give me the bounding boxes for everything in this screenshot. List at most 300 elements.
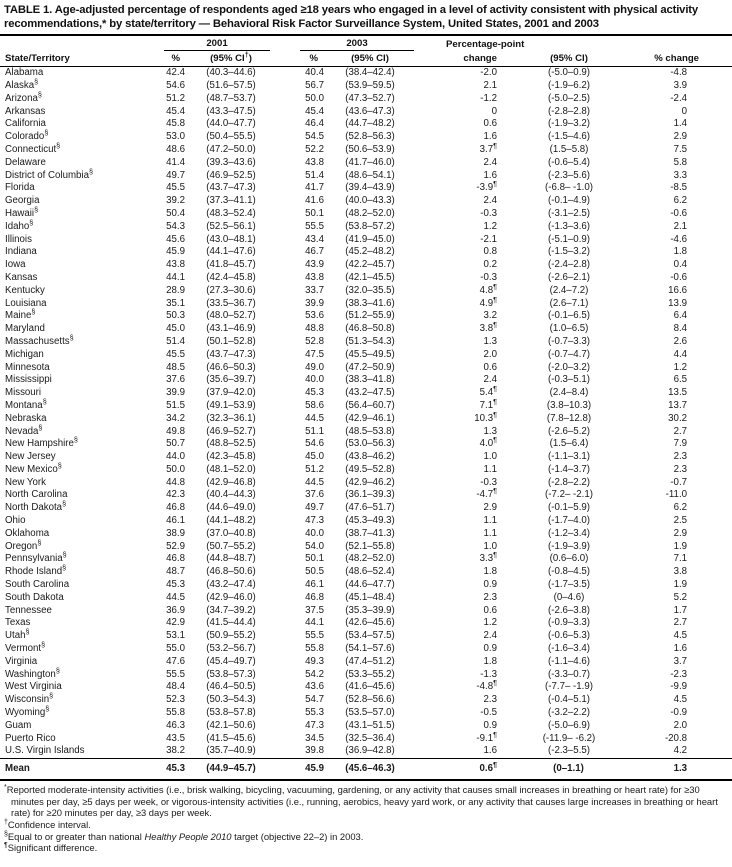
cell-ci-change: (-0.4–5.1) — [548, 694, 590, 706]
table-row — [0, 221, 732, 234]
cell-pct-2001: 42.9 — [166, 617, 185, 629]
cell-ci-2001: (42.4–45.8) — [206, 271, 256, 283]
cell-ci-2001: (44.1–47.6) — [206, 246, 256, 258]
cell-ci-2003: (48.6–52.4) — [345, 566, 395, 578]
cell-pct-2001: 45.0 — [166, 323, 185, 335]
table-row — [0, 451, 732, 464]
cell-ci-2003: (41.9–45.0) — [345, 233, 395, 245]
col-group-2001 — [158, 35, 274, 53]
section-footnote-marker: § — [88, 166, 93, 176]
cell-ci-change: (7.8–12.8) — [546, 412, 592, 424]
cell-pct-2003: 54.6 — [305, 438, 324, 450]
table-body — [0, 67, 732, 759]
cell-state: Utah§ — [5, 627, 30, 642]
cell-ci-2003: (38.7–41.3) — [345, 527, 395, 539]
cell-ci-change: (-2.6–3.8) — [548, 604, 590, 616]
cell-pct-2001: 50.0 — [166, 463, 185, 475]
cell-pct-2003: 50.5 — [305, 566, 324, 578]
cell-ci-2001: (46.9–52.5) — [206, 169, 256, 181]
cell-ci-2001: (43.3–47.5) — [206, 105, 256, 117]
cell-change: 1.3 — [483, 335, 497, 347]
table-header — [0, 35, 732, 67]
cell-ci-2003: (53.3–55.2) — [345, 668, 395, 680]
cell-ci-2003: (41.7–46.0) — [345, 156, 395, 168]
cell-state: Florida — [5, 182, 35, 194]
cell-pct-change: 2.5 — [673, 515, 688, 527]
section-footnote-marker: § — [49, 691, 54, 700]
cell-change: 1.8 — [483, 566, 497, 578]
table-row — [0, 157, 732, 170]
cell-ci-change: (-0.7–3.3) — [548, 335, 590, 347]
cell-state: Minnesota — [5, 361, 50, 373]
cell-state: District of Columbia§ — [5, 166, 93, 181]
cell-ci-2003: (45.2–48.2) — [345, 246, 395, 258]
table-row — [0, 298, 732, 311]
cell-change: 3.8¶ — [479, 319, 497, 335]
cell-pct-2003: 56.7 — [305, 79, 324, 91]
cell-ci-2003: (48.2–52.0) — [345, 553, 395, 565]
col-group-2001-label: 2001 — [164, 36, 270, 51]
cell-ci-2003: (51.2–55.9) — [345, 310, 395, 322]
cell-ci-2003: (53.5–57.0) — [345, 707, 395, 719]
col-header-pct-change: % change — [654, 53, 700, 65]
mean-row — [0, 759, 732, 781]
col-header-state: State/Territory — [5, 53, 70, 65]
pilcrow-footnote-marker: ¶ — [4, 842, 8, 850]
cell-pct-change: -4.8 — [670, 67, 688, 79]
table-row — [0, 707, 732, 720]
cell-pct-2001: 39.2 — [166, 195, 185, 207]
cell-ci-2003: (42.9–46.2) — [345, 476, 395, 488]
cell-change: 1.1 — [483, 515, 497, 527]
cell-state: Wyoming§ — [5, 703, 50, 719]
cell-ci-2001: (51.6–57.5) — [206, 79, 256, 91]
cell-change: 2.3 — [483, 591, 497, 603]
mean-ci-2003: (45.6–46.3) — [326, 759, 414, 781]
cell-pct-2003: 46.1 — [305, 579, 324, 591]
cell-ci-2003: (43.1–51.5) — [345, 719, 395, 731]
cell-pct-2001: 48.7 — [166, 566, 185, 578]
dagger-footnote-marker: † — [4, 818, 8, 826]
cell-state: South Carolina — [5, 579, 70, 591]
cell-state: Kentucky — [5, 284, 45, 296]
footnote-activities: *Reported moderate-intensity activities (i.e., brisk walking, bicycling, vacuuming, gardening, or any activity that causes small increases in breathing or heart rate) for ≥30 minutes per day, ≥5 days per week, or vigorous-intensity activities (i.e., running, aerobics, heavy yard work, or any activity that causes large increases in breathing or heart rate) for ≥20 minutes per day, ≥3 days per week. — [4, 784, 718, 819]
cell-change: 0.9 — [483, 719, 497, 731]
cell-state: New York — [5, 476, 46, 488]
cell-pct-2003: 58.6 — [305, 399, 324, 411]
table-row — [0, 630, 732, 643]
table-row — [0, 566, 732, 579]
cell-pct-2003: 40.4 — [305, 67, 324, 79]
cell-pct-change: 2.0 — [673, 719, 688, 731]
cell-pct-2003: 40.0 — [305, 374, 324, 386]
cell-pct-2003: 37.5 — [305, 604, 324, 616]
cell-change: -2.0 — [480, 67, 497, 79]
section-footnote-marker: § — [31, 307, 36, 317]
cell-change: 4.8¶ — [479, 281, 497, 296]
cell-pct-2001: 41.4 — [166, 156, 185, 168]
cell-state: Mississippi — [5, 374, 52, 386]
cell-ci-2001: (48.7–53.7) — [206, 92, 256, 104]
table-row — [0, 246, 732, 259]
cell-pct-2001: 44.1 — [166, 271, 185, 283]
cell-ci-2001: (41.8–45.7) — [206, 259, 256, 271]
cell-change: 0 — [491, 105, 497, 117]
cell-ci-change: (-2.3–5.6) — [548, 169, 590, 181]
cell-ci-change: (-1.9–3.9) — [548, 540, 590, 552]
cell-change: 1.6 — [483, 131, 497, 143]
significant-difference-marker: ¶ — [493, 383, 497, 393]
cell-pct-2003: 43.6 — [305, 681, 324, 693]
cell-state: U.S. Virgin Islands — [5, 745, 85, 757]
table-row — [0, 438, 732, 451]
cell-ci-2001: (43.7–47.3) — [206, 182, 256, 194]
section-footnote-marker: § — [34, 76, 39, 86]
cell-pct-2001: 44.8 — [166, 476, 185, 488]
cell-pct-change: 0.4 — [673, 259, 688, 271]
cell-pct-2003: 50.0 — [305, 92, 324, 104]
cell-ci-change: (-0.7–4.7) — [548, 348, 590, 360]
cell-pct-change: 3.7 — [673, 655, 688, 667]
cell-pct-change: 2.7 — [673, 617, 688, 629]
cell-pct-2003: 51.2 — [305, 463, 324, 475]
cell-pct-2003: 40.0 — [305, 527, 324, 539]
cell-ci-2003: (38.3–41.8) — [345, 374, 395, 386]
table-row — [0, 694, 732, 707]
cell-ci-change: (0–4.6) — [553, 591, 585, 603]
cell-pct-change: 5.2 — [673, 591, 688, 603]
cell-state: Maine§ — [5, 307, 36, 322]
cell-ci-change: (-2.0–3.2) — [548, 361, 590, 373]
cell-pct-2003: 46.4 — [305, 118, 324, 130]
cell-pct-change: 13.9 — [668, 297, 688, 309]
cell-ci-2001: (50.4–55.5) — [206, 131, 256, 143]
table-row — [0, 669, 732, 682]
cell-state: Rhode Island§ — [5, 563, 67, 578]
cell-pct-2001: 43.5 — [166, 732, 185, 744]
cell-ci-change: (-0.6–5.3) — [548, 630, 590, 642]
cell-pct-2003: 33.7 — [305, 284, 324, 296]
table-row — [0, 234, 732, 247]
table-row — [0, 477, 732, 490]
cell-pct-change: -9.9 — [670, 681, 688, 693]
table-row — [0, 720, 732, 733]
cell-ci-change: (-1.9–3.2) — [548, 118, 590, 130]
cell-ci-2001: (48.8–52.5) — [206, 438, 256, 450]
table-row — [0, 592, 732, 605]
cell-pct-2003: 48.8 — [305, 323, 324, 335]
table-row — [0, 681, 732, 694]
table-footer — [0, 759, 732, 781]
cell-ci-change: (-1.5–3.2) — [548, 246, 590, 258]
cell-change: 0.9 — [483, 579, 497, 591]
cell-pct-2001: 48.5 — [166, 361, 185, 373]
cell-change: -2.1 — [480, 233, 497, 245]
table-row — [0, 387, 732, 400]
healthy-people-2010-italic: Healthy People 2010 — [144, 830, 232, 842]
cell-state: Maryland — [5, 323, 45, 335]
table-row — [0, 426, 732, 439]
cell-pct-2003: 55.8 — [305, 643, 324, 655]
significant-difference-marker: ¶ — [493, 729, 497, 739]
cell-ci-2003: (41.6–45.6) — [345, 681, 395, 693]
cell-pct-change: 1.6 — [673, 643, 688, 655]
cell-ci-2003: (42.2–45.7) — [345, 259, 395, 271]
cell-pct-2003: 47.3 — [305, 515, 324, 527]
cell-pct-2001: 54.6 — [166, 79, 185, 91]
table-row — [0, 182, 732, 195]
cell-change: 0.9 — [483, 643, 497, 655]
cell-ci-change: (-1.5–4.6) — [548, 131, 590, 143]
cell-ci-change: (-2.6–5.2) — [548, 425, 590, 437]
cell-state: Ohio — [5, 515, 26, 527]
cell-state: Alabama — [5, 67, 44, 79]
cell-pct-2003: 43.8 — [305, 156, 324, 168]
cell-pct-2001: 38.2 — [166, 745, 185, 757]
cell-pct-2001: 42.3 — [166, 489, 185, 501]
ci-2001-label: (95% CI — [210, 53, 245, 65]
cell-change: 1.3 — [483, 425, 497, 437]
cell-ci-2001: (53.2–56.7) — [206, 643, 256, 655]
cell-pct-2001: 45.4 — [166, 105, 185, 117]
table-row — [0, 643, 732, 656]
cell-ci-2003: (52.8–56.6) — [345, 694, 395, 706]
cell-pct-change: -20.8 — [664, 732, 688, 744]
cell-state: West Virginia — [5, 681, 62, 693]
significant-difference-marker: ¶ — [493, 550, 497, 560]
cell-pct-change: 6.5 — [673, 374, 688, 386]
cell-change: 1.0 — [483, 451, 497, 463]
cell-pct-2001: 51.2 — [166, 92, 185, 104]
cell-ci-change: (3.8–10.3) — [546, 399, 592, 411]
cell-pct-2001: 52.9 — [166, 540, 185, 552]
cell-state: Nebraska — [5, 412, 47, 424]
cell-change: 2.1 — [483, 79, 497, 91]
mean-pct-change: 1.3 — [630, 759, 732, 781]
cell-ci-2003: (46.8–50.8) — [345, 323, 395, 335]
cell-ci-change: (-1.1–3.1) — [548, 451, 590, 463]
table-row — [0, 528, 732, 541]
significant-difference-marker: ¶ — [493, 281, 497, 291]
cell-pct-change: 4.5 — [673, 694, 688, 706]
col-header-pct-2003: % — [309, 53, 318, 65]
cell-ci-change: (0.6–6.0) — [549, 553, 589, 565]
cell-pct-2003: 39.8 — [305, 745, 324, 757]
cell-pct-2001: 35.1 — [166, 297, 185, 309]
cell-pct-2001: 46.1 — [166, 515, 185, 527]
cell-ci-2001: (53.8–57.3) — [206, 668, 256, 680]
cell-ci-2001: (48.1–52.0) — [206, 463, 256, 475]
cell-pct-2001: 55.8 — [166, 707, 185, 719]
cell-state: Pennsylvania§ — [5, 550, 67, 565]
cell-ci-2003: (36.9–42.8) — [345, 745, 395, 757]
cell-ci-2003: (52.8–56.3) — [345, 131, 395, 143]
cell-pct-change: 7.1 — [673, 553, 688, 565]
cell-pct-change: 8.4 — [673, 323, 688, 335]
cell-ci-2001: (42.9–46.0) — [206, 591, 256, 603]
cell-pct-2003: 47.5 — [305, 348, 324, 360]
mean-change: 0.6¶ — [414, 759, 500, 781]
cell-pct-2003: 44.5 — [305, 412, 324, 424]
cell-pct-2001: 38.9 — [166, 527, 185, 539]
section-footnote-marker: § — [45, 703, 50, 713]
cell-change: -0.5 — [480, 707, 497, 719]
cell-ci-change: (-2.4–2.8) — [548, 259, 590, 271]
table-row — [0, 336, 732, 349]
cell-state: Massachusetts§ — [5, 332, 74, 347]
cell-change: 3.7¶ — [479, 140, 497, 155]
cell-change: 0.6 — [483, 118, 497, 130]
cell-state: Alaska§ — [5, 76, 39, 91]
cell-pct-change: -2.3 — [670, 668, 688, 680]
cell-pct-2001: 53.0 — [166, 131, 185, 143]
cell-state: South Dakota — [5, 591, 64, 603]
mean-ci-2001: (44.9–45.7) — [188, 759, 274, 781]
cell-ci-2003: (38.4–42.4) — [345, 67, 395, 79]
table-row — [0, 285, 732, 298]
cell-ci-2001: (46.4–50.5) — [206, 681, 256, 693]
cell-ci-change: (-1.1–4.6) — [548, 655, 590, 667]
header-row-groups — [0, 35, 732, 53]
significant-difference-marker: ¶ — [493, 294, 497, 304]
cell-ci-change: (-0.1–4.9) — [548, 195, 590, 207]
cell-pct-change: 1.4 — [673, 118, 688, 130]
cell-ci-change: (-1.7–4.0) — [548, 515, 590, 527]
cell-pct-change: 13.5 — [668, 387, 688, 399]
cell-change: 1.2 — [483, 617, 497, 629]
cell-pct-2001: 39.9 — [166, 387, 185, 399]
cell-ci-2003: (48.6–54.1) — [345, 169, 395, 181]
cell-ci-2001: (42.1–50.6) — [206, 719, 256, 731]
cell-ci-2001: (50.3–54.3) — [206, 694, 256, 706]
cell-pct-change: 3.3 — [673, 169, 688, 181]
cell-change: 4.9¶ — [479, 294, 497, 309]
cell-pct-2001: 42.4 — [166, 67, 185, 79]
cell-change: 0.8 — [483, 246, 497, 258]
asterisk-footnote-marker: * — [4, 784, 7, 792]
cell-pct-change: 4.5 — [673, 630, 688, 642]
cell-pct-2001: 37.6 — [166, 374, 185, 386]
cell-ci-2001: (37.3–41.1) — [206, 195, 256, 207]
cell-pct-change: 5.8 — [673, 156, 688, 168]
cell-pct-2003: 51.4 — [305, 169, 324, 181]
cell-pct-2003: 37.6 — [305, 489, 324, 501]
table-row — [0, 553, 732, 566]
cell-change: 1.6 — [483, 745, 497, 757]
table-row — [0, 118, 732, 131]
cell-change: 2.4 — [483, 630, 497, 642]
cell-ci-2001: (32.3–36.1) — [206, 412, 256, 424]
cell-ci-2003: (36.1–39.3) — [345, 489, 395, 501]
cell-ci-2003: (32.0–35.5) — [345, 284, 395, 296]
cell-pct-2003: 34.5 — [305, 732, 324, 744]
cell-pct-2003: 50.1 — [305, 207, 324, 219]
cell-pct-change: 1.2 — [673, 361, 688, 373]
cell-pct-2001: 34.2 — [166, 412, 185, 424]
section-footnote-marker: § — [42, 396, 47, 406]
cell-change: -4.7¶ — [476, 486, 497, 501]
cell-state: Montana§ — [5, 396, 47, 411]
cell-pct-change: 2.3 — [673, 451, 688, 463]
cell-ci-change: (-1.2–3.4) — [548, 527, 590, 539]
cell-pct-change: 2.1 — [673, 220, 688, 232]
table-row — [0, 310, 732, 323]
cell-pct-2001: 48.6 — [166, 143, 185, 155]
cell-ci-change: (1.0–6.5) — [549, 323, 589, 335]
cell-pct-change: -0.6 — [670, 207, 688, 219]
cell-ci-2003: (44.7–48.2) — [345, 118, 395, 130]
section-footnote-marker: § — [62, 550, 67, 560]
cell-pct-2001: 51.4 — [166, 335, 185, 347]
cell-ci-change: (-7.2– -2.1) — [545, 489, 593, 501]
footnote-significant-difference: ¶Significant difference. — [4, 842, 98, 854]
cell-pct-2003: 51.1 — [305, 425, 324, 437]
cell-pct-2001: 51.5 — [166, 399, 185, 411]
cell-pct-2003: 45.0 — [305, 451, 324, 463]
cell-pct-2003: 43.8 — [305, 271, 324, 283]
cell-change: 1.8 — [483, 655, 497, 667]
footnote-healthy-people-target: §Equal to or greater than national Healthy People 2010 target (objective 22–2) in 2003. — [4, 830, 364, 842]
cell-ci-2003: (54.1–57.6) — [345, 643, 395, 655]
cell-pct-2003: 55.5 — [305, 630, 324, 642]
significant-difference-marker: ¶ — [493, 179, 497, 189]
cell-pct-2003: 44.1 — [305, 617, 324, 629]
cell-change: 2.0 — [483, 348, 497, 360]
table-row — [0, 195, 732, 208]
cell-state: North Carolina — [5, 489, 68, 501]
table-row — [0, 93, 732, 106]
cell-ci-change: (-0.3–5.1) — [548, 374, 590, 386]
cell-ci-2001: (43.0–48.1) — [206, 233, 256, 245]
footnote-confidence-interval: †Confidence interval. — [4, 818, 91, 830]
cell-state: Arizona§ — [5, 89, 42, 104]
cell-change: 2.4 — [483, 374, 497, 386]
cell-pct-2003: 46.7 — [305, 246, 324, 258]
cell-change: 3.2 — [483, 310, 497, 322]
cell-pct-change: 7.9 — [673, 438, 688, 450]
cell-pct-2003: 43.4 — [305, 233, 324, 245]
cell-pct-2001: 46.3 — [166, 719, 185, 731]
cell-change: 5.4¶ — [479, 383, 497, 399]
section-footnote-marker: § — [73, 435, 78, 445]
cell-pct-change: 0 — [681, 105, 688, 117]
cell-pct-change: -4.6 — [670, 233, 688, 245]
table-row — [0, 362, 732, 375]
cell-change: 1.0 — [483, 540, 497, 552]
cell-change: -9.1¶ — [476, 729, 497, 744]
cell-ci-change: (1.5–5.8) — [549, 143, 589, 155]
cell-pct-2003: 44.5 — [305, 476, 324, 488]
cell-state: Hawaii§ — [5, 204, 39, 219]
cell-ci-change: (-1.6–3.4) — [548, 643, 590, 655]
cell-state: Washington§ — [5, 665, 60, 680]
section-footnote-marker: § — [29, 217, 34, 227]
cell-pct-change: 16.6 — [668, 284, 688, 296]
col-group-2003 — [274, 35, 414, 53]
cell-ci-2001: (52.5–56.1) — [206, 220, 256, 232]
cell-pct-2001: 46.8 — [166, 502, 185, 514]
section-footnote-marker: § — [62, 563, 67, 573]
cell-ci-2003: (47.3–52.7) — [345, 92, 395, 104]
cell-ci-2003: (42.1–45.5) — [345, 271, 395, 283]
cell-state: California — [5, 118, 46, 130]
cell-change: 0.6 — [483, 604, 497, 616]
table-row — [0, 131, 732, 144]
cell-ci-change: (-2.6–2.1) — [548, 271, 590, 283]
table-row — [0, 400, 732, 413]
cell-ci-2001: (48.0–52.7) — [206, 310, 256, 322]
section-footnote-marker: § — [56, 140, 61, 150]
